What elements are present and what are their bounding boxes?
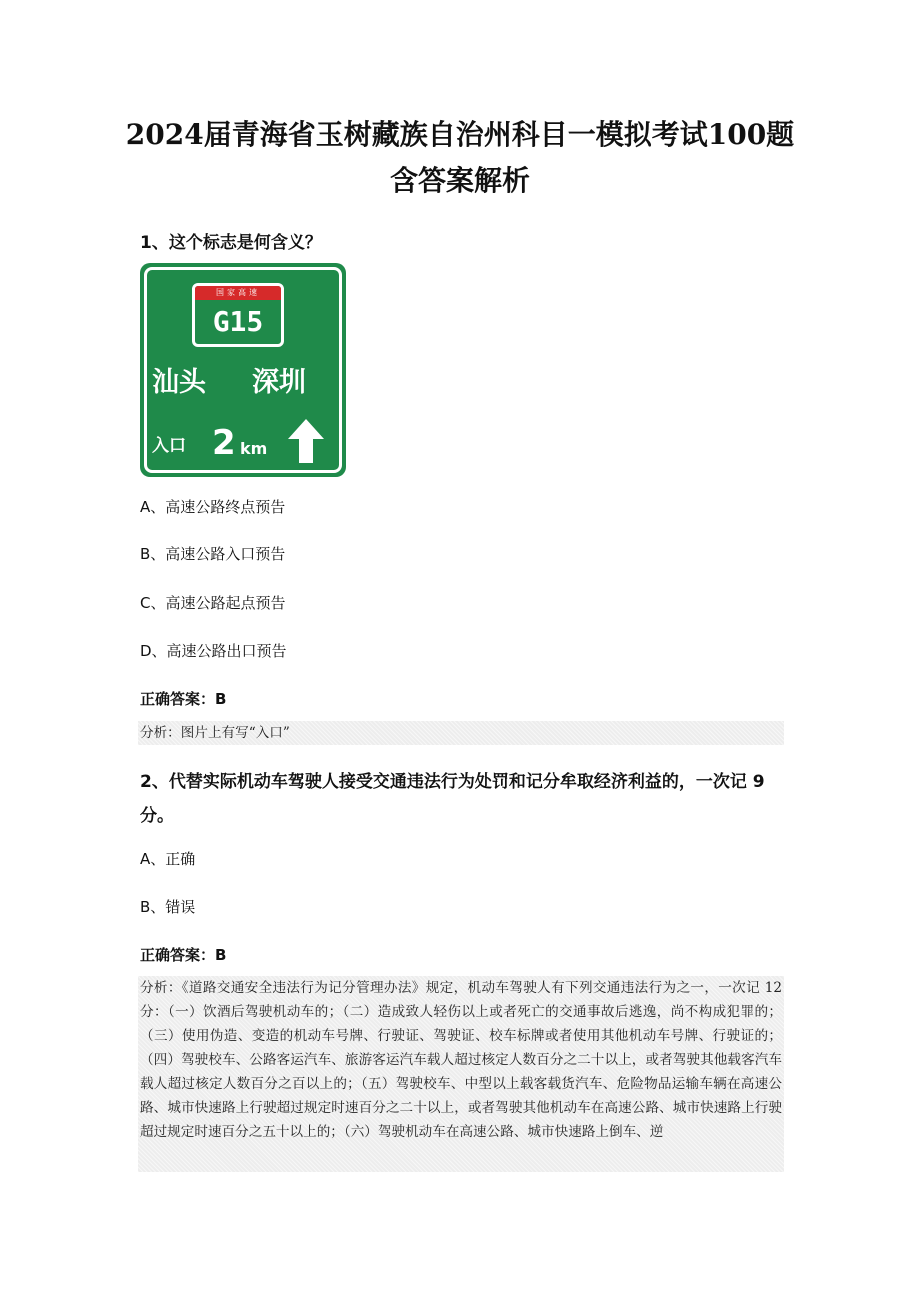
- route-shield: [192, 283, 284, 347]
- title-line-2: 含答案解析: [389, 164, 530, 197]
- destination-left: 汕头: [152, 367, 206, 398]
- question-1-option-b[interactable]: B、高速公路入口预告: [140, 545, 286, 563]
- question-2-option-b[interactable]: B、错误: [140, 898, 196, 916]
- shield-header: 国家高速: [195, 286, 281, 300]
- question-1-option-a[interactable]: A、高速公路终点预告: [140, 498, 286, 516]
- question-2-option-a[interactable]: A、正确: [140, 850, 196, 868]
- document-title: [120, 112, 800, 204]
- question-1-answer: 正确答案：B: [140, 690, 227, 708]
- question-2-heading: 2、代替实际机动车驾驶人接受交通违法行为处罚和记分牟取经济利益的，一次记 9 分。: [140, 772, 765, 826]
- question-1-analysis: 分析：图片上有写“入口”: [138, 721, 784, 745]
- entry-distance-unit: km: [240, 439, 268, 458]
- entry-distance: 2: [212, 423, 236, 463]
- entry-label: 入口: [152, 436, 186, 456]
- question-1-heading: 1、这个标志是何含义？: [140, 233, 322, 253]
- arrow-up-icon: [288, 419, 324, 463]
- question-2-analysis: 分析：《道路交通安全违法行为记分管理办法》规定，机动车驾驶人有下列交通违法行为之一，一次记 12 分：（一）饮酒后驾驶机动车的；（二）造成致人轻伤以上或者死亡的交通事故后逃逸，尚不构成犯罪的；（三）使用伪造、变造的机动车号牌、行驶证、驾驶证、校车标牌或者使用其他机动车号牌、行驶证的；（四）驾驶校车、公路客运汽车、旅游客运汽车载人超过核定人数百分之二十以上，或者驾驶其他载客汽车载人超过核定人数百分之百以上的；（五）驾驶校车、中型以上载客载货汽车、危险物品运输车辆在高速公路、城市快速路上行驶超过规定时速百分之二十以上，或者驾驶其他机动车在高速公路、城市快速路上行驶超过规定时速百分之五十以上的；（六）驾驶机动车在高速公路、城市快速路上倒车、逆: [138, 976, 784, 1172]
- question-1-option-c[interactable]: C、高速公路起点预告: [140, 594, 286, 612]
- title-line-1: 2024届青海省玉树藏族自治州科目一模拟考试100题: [125, 118, 795, 151]
- question-1-option-d[interactable]: D、高速公路出口预告: [140, 642, 287, 660]
- question-2-answer: 正确答案：B: [140, 946, 227, 964]
- route-code: G15: [212, 305, 264, 338]
- expressway-entrance-sign: [140, 263, 346, 477]
- destination-right: 深圳: [252, 367, 306, 398]
